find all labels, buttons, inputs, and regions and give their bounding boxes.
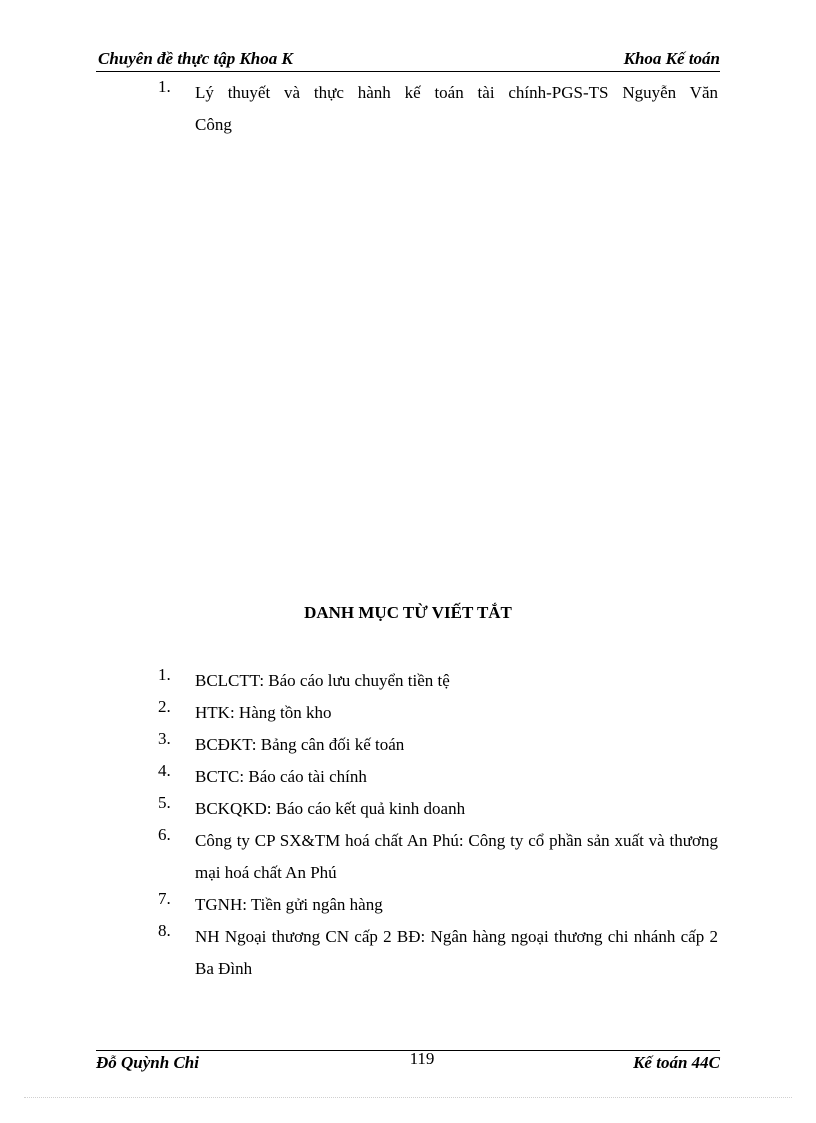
header-left-title: Chuyên đề thực tập Khoa K	[98, 49, 293, 68]
list-item	[158, 825, 718, 889]
reference-text-line2: Công	[195, 115, 232, 134]
abbreviation-list	[158, 665, 718, 985]
list-item-text: TGNH: Tiền gửi ngân hàng	[195, 895, 383, 914]
reference-number: 1.	[158, 77, 171, 96]
page-bottom-divider	[24, 1097, 792, 1098]
list-item-number: 6.	[158, 825, 171, 844]
header-right-title: Khoa Kế toán	[623, 49, 720, 68]
page-number: 119	[409, 1049, 435, 1068]
page-header	[96, 49, 720, 72]
page-footer	[96, 1050, 720, 1077]
list-item-number: 3.	[158, 729, 171, 748]
footer-class: Kế toán 44C	[633, 1053, 720, 1072]
list-item-number: 7.	[158, 889, 171, 908]
list-item	[158, 665, 718, 697]
list-item-text: Công ty CP SX&TM hoá chất An Phú: Công ty cổ phần sản xuất và thương mại hoá chất An Phú	[195, 831, 718, 882]
list-item-text: BCKQKD: Báo cáo kết quả kinh doanh	[195, 799, 466, 818]
list-item	[158, 793, 718, 825]
list-item	[158, 889, 718, 921]
list-item-number: 8.	[158, 921, 171, 940]
footer-author: Đỗ Quỳnh Chi	[96, 1053, 199, 1072]
list-item-text: NH Ngoại thương CN cấp 2 BĐ: Ngân hàng ngoại thương chi nhánh cấp 2 Ba Đình	[195, 927, 718, 978]
list-item-text: BCTC: Báo cáo tài chính	[195, 767, 367, 786]
list-item-number: 5.	[158, 793, 171, 812]
reference-text-line1: Lý thuyết và thực hành kế toán tài chính-PGS-TS Nguyễn Văn	[195, 83, 718, 102]
list-item-number: 2.	[158, 697, 171, 716]
list-item-number: 1.	[158, 665, 171, 684]
list-item-text: BCĐKT: Bảng cân đối kế toán	[195, 735, 405, 754]
list-item	[158, 697, 718, 729]
list-item-text: BCLCTT: Báo cáo lưu chuyển tiền tệ	[195, 671, 450, 690]
section-title: DANH MỤC TỪ VIẾT TẮT	[304, 603, 512, 622]
list-item-text: HTK: Hàng tồn kho	[195, 703, 332, 722]
reference-text	[195, 77, 718, 141]
list-item	[158, 921, 718, 985]
list-item	[158, 761, 718, 793]
list-item	[158, 729, 718, 761]
list-item-number: 4.	[158, 761, 171, 780]
